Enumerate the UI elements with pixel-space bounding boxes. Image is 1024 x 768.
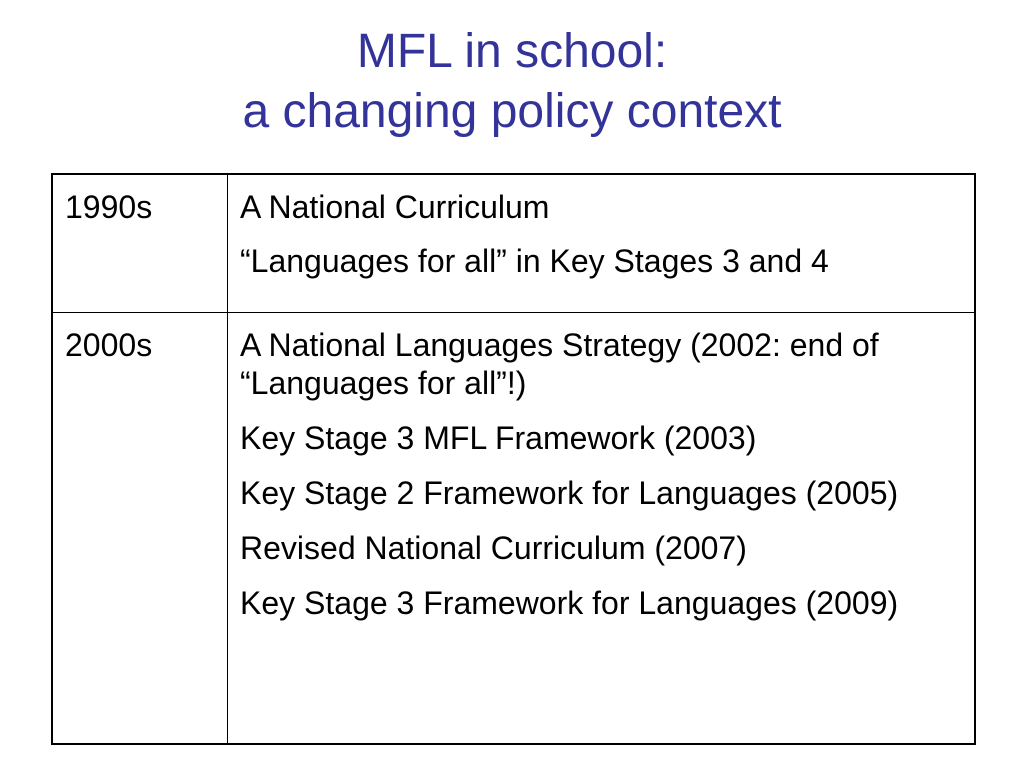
- decade-cell: 2000s: [52, 313, 228, 745]
- policy-item: “Languages for all” in Key Stages 3 and 4: [240, 243, 829, 279]
- policy-item: A National Curriculum: [240, 189, 550, 225]
- policy-table: [51, 173, 976, 745]
- title-line-1: MFL in school:: [356, 25, 668, 78]
- decade-cell: 1990s: [52, 174, 228, 313]
- policy-item: A National Languages Strategy (2002: end of “Languages for all”!): [240, 327, 879, 401]
- slide-title: [0, 22, 1024, 142]
- table-row-1990s: [52, 174, 975, 313]
- title-line-2: a changing policy context: [242, 85, 782, 138]
- details-cell: [228, 174, 976, 313]
- details-cell: [228, 313, 976, 745]
- policy-item: Revised National Curriculum (2007): [240, 530, 747, 566]
- policy-item: Key Stage 3 Framework for Languages (2009): [240, 585, 899, 621]
- table-row-2000s: [52, 313, 975, 745]
- policy-item: Key Stage 2 Framework for Languages (2005): [240, 475, 899, 511]
- policy-item: Key Stage 3 MFL Framework (2003): [240, 420, 757, 456]
